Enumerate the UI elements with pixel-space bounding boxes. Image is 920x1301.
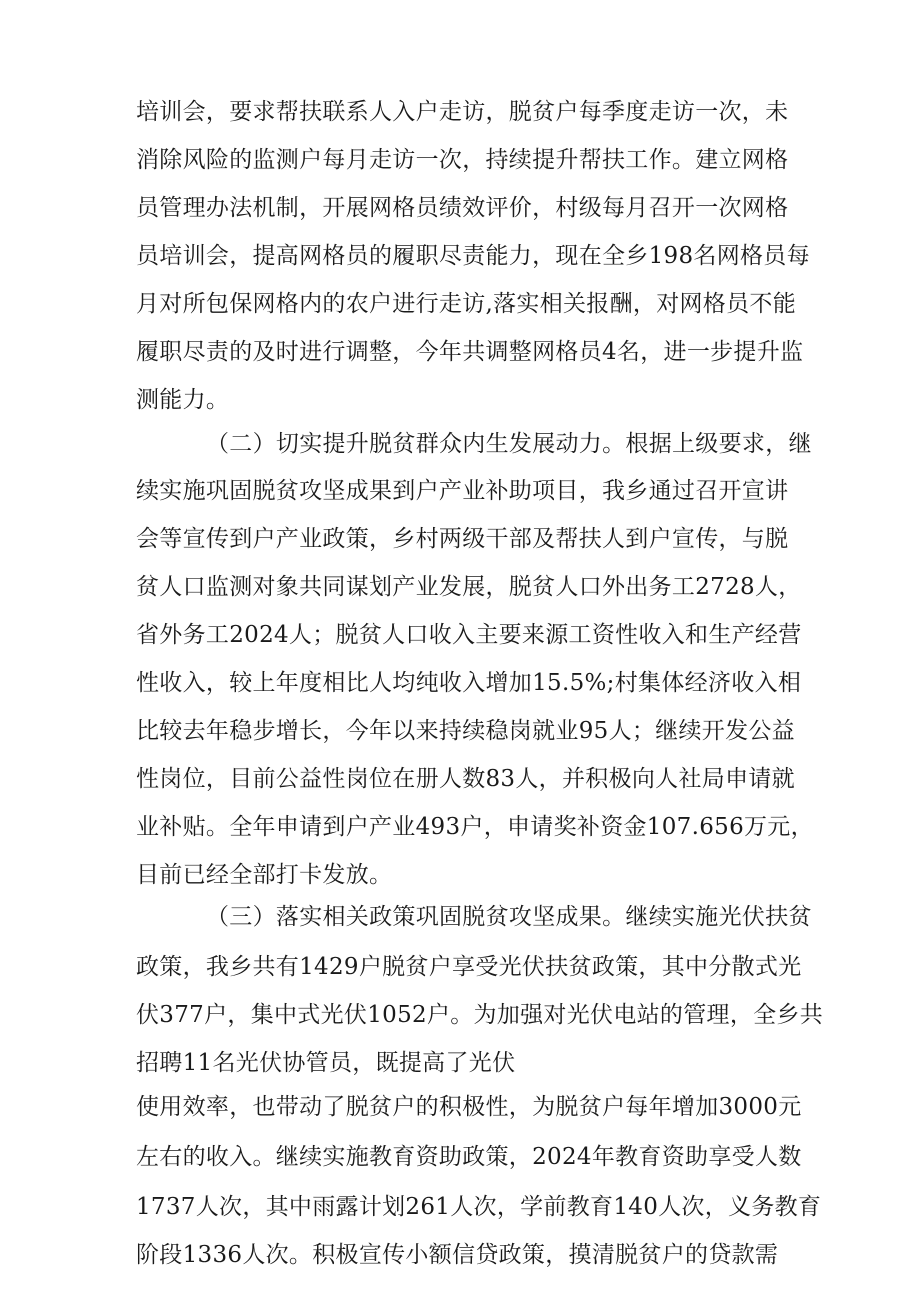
- text-line: 左右的收入。继续实施教育资助政策，2024年教育资助享受人数: [136, 1144, 802, 1170]
- text-line: 月对所包保网格内的农户进行走访,落实相关报酬，对网格员不能: [136, 291, 797, 317]
- text-line: 1737人次，其中雨露计划261人次，学前教育140人次，义务教育: [136, 1194, 822, 1220]
- text-line: 培训会，要求帮扶联系人入户走访，脱贫户每季度走访一次，未: [136, 99, 789, 125]
- text-line: 贫人口监测对象共同谋划产业发展，脱贫人口外出务工2728人，: [136, 574, 802, 600]
- text-line: 员管理办法机制，开展网格员绩效评价，村级每月召开一次网格: [136, 195, 789, 221]
- text-line: 招聘11名光伏协管员，既提高了光伏: [136, 1050, 516, 1076]
- text-line: 会等宣传到户产业政策，乡村两级干部及帮扶人到户宣传，与脱: [136, 526, 789, 552]
- text-line: 省外务工2024人；脱贫人口收入主要来源工资性收入和生产经营: [136, 622, 802, 648]
- text-line: 比较去年稳步增长，今年以来持续稳岗就业95人；继续开发公益: [136, 718, 795, 744]
- text-line: 测能力。: [136, 387, 230, 413]
- text-line: 员培训会，提高网格员的履职尽责能力，现在全乡198名网格员每: [136, 243, 810, 269]
- text-line: 性岗位，目前公益性岗位在册人数83人，并积极向人社局申请就: [136, 766, 795, 792]
- text-line: 性收入，较上年度相比人均纯收入增加15.5%;村集体经济收入相: [136, 670, 802, 696]
- paragraph-heading-2: （二）切实提升脱贫群众内生发展动力。根据上级要求，继: [206, 431, 812, 457]
- text-line: 政策，我乡共有1429户脱贫户享受光伏扶贫政策，其中分散式光: [136, 954, 802, 980]
- text-line: 使用效率，也带动了脱贫户的积极性，为脱贫户每年增加3000元: [136, 1094, 802, 1120]
- paragraph-heading-3: （三）落实相关政策巩固脱贫攻坚成果。继续实施光伏扶贫: [206, 904, 812, 930]
- text-line: 续实施巩固脱贫攻坚成果到户产业补助项目，我乡通过召开宣讲: [136, 478, 789, 504]
- text-line: 业补贴。全年申请到户产业493户，申请奖补资金107.656万元，: [136, 814, 814, 840]
- text-line: 消除风险的监测户每月走访一次，持续提升帮扶工作。建立网格: [136, 147, 789, 173]
- text-line: 阶段1336人次。积极宣传小额信贷政策，摸清脱贫户的贷款需: [136, 1242, 779, 1268]
- text-line: 目前已经全部打卡发放。: [136, 862, 393, 888]
- text-line: 履职尽责的及时进行调整，今年共调整网格员4名，进一步提升监: [136, 339, 804, 365]
- text-line: 伏377户，集中式光伏1052户。为加强对光伏电站的管理，全乡共: [136, 1002, 824, 1028]
